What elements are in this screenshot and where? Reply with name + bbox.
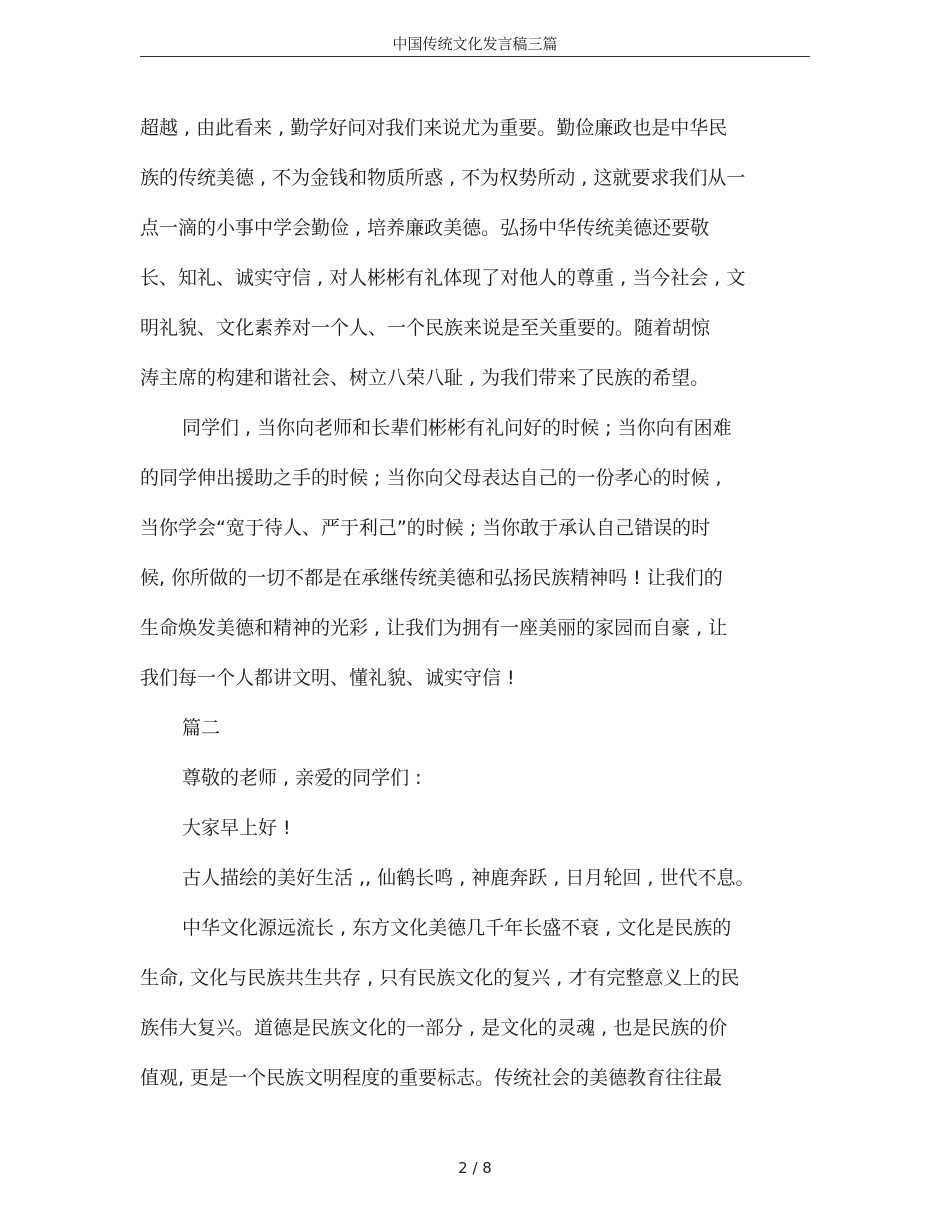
text-line: 生命, 文化与民族共生共存 , 只有民族文化的复兴 , 才有完整意义上的民: [140, 967, 740, 989]
text-line: 族的传统美德 , 不为金钱和物质所惑 , 不为权势所动 , 这就要求我们从一: [140, 167, 746, 189]
text-line: 当你学会“宽于待人、严于利己”的时候 ; 当你敢于承认自己错误的时: [140, 517, 711, 539]
text-line: 候, 你所做的一切不都是在承继传统美德和弘扬民族精神吗 ! 让我们的: [140, 567, 723, 589]
text-line: 长、知礼、诚实守信 , 对人彬彬有礼体现了对他人的尊重 , 当今社会 , 文: [140, 267, 746, 289]
text-line: 超越 , 由此看来 , 勤学好问对我们来说尤为重要。勤俭廉政也是中华民: [140, 117, 728, 139]
text-line: 古人描绘的美好生活 ,, 仙鹤长鸣 , 神鹿奔跃 , 日月轮回 , 世代不息。: [182, 867, 755, 889]
text-line: 同学们 , 当你向老师和长辈们彬彬有礼问好的时候 ; 当你向有困难: [182, 417, 732, 439]
text-line: 点一滴的小事中学会勤俭 , 培养廉政美德。弘扬中华传统美德还要敬: [140, 217, 710, 239]
text-line: 族伟大复兴。道德是民族文化的一部分 , 是文化的灵魂 , 也是民族的价: [140, 1017, 728, 1039]
section-heading: 篇二: [182, 717, 221, 739]
text-line: 涛主席的构建和谐社会、树立八荣八耻 , 为我们带来了民族的希望。: [140, 367, 710, 389]
document-header-title: 中国传统文化发言稿三篇: [392, 35, 558, 53]
text-line: 的同学伸出援助之手的时候 ; 当你向父母表达自己的一份孝心的时候 ,: [140, 467, 722, 489]
text-line: 中华文化源远流长 , 东方文化美德几千年长盛不衰 , 文化是民族的: [182, 917, 732, 939]
document-body: [140, 108, 810, 1108]
salutation: 尊敬的老师 , 亲爱的同学们 :: [182, 767, 422, 789]
text-line: 生命焕发美德和精神的光彩 , 让我们为拥有一座美丽的家园而自豪 , 让: [140, 617, 728, 639]
page-number: 2 / 8: [458, 1159, 492, 1177]
header-divider: [140, 56, 810, 57]
text-line: 明礼貌、文化素养对一个人、一个民族来说是至关重要的。随着胡惊: [140, 317, 711, 339]
text-line: 值观, 更是一个民族文明程度的重要标志。传统社会的美德教育往往最: [140, 1067, 723, 1089]
text-line: 我们每一个人都讲文明、懂礼貌、诚实守信 !: [140, 667, 515, 689]
greeting: 大家早上好 !: [182, 817, 291, 839]
